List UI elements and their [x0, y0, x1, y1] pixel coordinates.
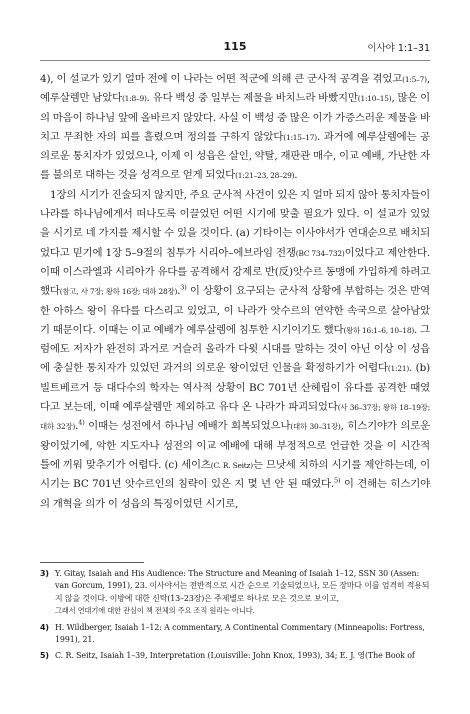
footnotes: [40, 568, 430, 667]
text-run: .: [75, 420, 79, 433]
header-rule: [40, 60, 430, 61]
text-run: . 그럼에도 저자가 완전히 과거로 거슬러 올라가 다윗 시대를 말하는 것이 아닌 이상 이 성읍에 충실한 통치자가 있었던 과거의 의로운 왕이었던 인물을 확정하기가 어렵다: [40, 323, 430, 375]
text-run: . (b) 빌트베르거 등 대다수의 학자는 역사적 상황이 BC 701년 산헤립이 유다를 공격한 때였다고 보는데, 이때 예루살렘만 제외하고 유다 온 나라가 파괴되었다: [40, 362, 430, 414]
text-run: , 많은 이의 마음이 하나님 앞에 올바르지 않았다. 사실 이 백성 중 많은 이가 가증스러운 제물을 바치고 무죄한 자의 피를 흘렸으며 정의를 구하지 않았다: [40, 92, 431, 143]
footnote-3: [40, 568, 430, 618]
scripture-reference: (왕하 16:1–6, 10–18): [343, 325, 415, 335]
footnote-body: C. R. Seitz, Isaiah 1–39, Interpretation (Louisville: John Knox, 1993), 34; E. J. 영(The Book of: [55, 651, 415, 661]
scripture-reference: (1:5–7): [402, 75, 427, 84]
text-run: 이 견해는 히스기야의 개혁을 의가 이 성읍의 특징이었던 시기로,: [40, 478, 430, 510]
footnote-number: 4): [40, 622, 49, 632]
paragraph-1: [40, 70, 430, 186]
text-run: . 과거에 예루살렘에는 공의로운 통치자가 있었으나, 이제 이 성읍은 살인, 약탈, 재판관 매수, 이교 예배, 가난한 자를 불의로 대하는 것을 성격으로 얻게 되었다: [40, 130, 430, 182]
running-head: 이사야 1:1–31: [367, 43, 430, 54]
text-run: 4), 이 설교가 있기 얼마 전에 이 나라는 어떤 적군에 의해 큰 군사적 공격을 겪었고: [40, 73, 403, 85]
text-run: , 히스기야가 의로운 왕이었기에, 악한 지도자나 성전의 이교 예배에 대해 부정적으로 언급한 것을 이 시간적 틀에 끼워 맞추기가 어렵다. (c) 세이츠: [40, 420, 430, 471]
scripture-reference: (참고, 사 7장; 왕하 16장; 대하 28장): [59, 287, 178, 297]
footnote-number: 5): [40, 651, 49, 661]
page-number: 115: [223, 40, 247, 53]
footnote-marker[interactable]: 5): [334, 476, 341, 485]
text-run: 이 상황이 요구되는 군사적 상황에 부합하는 것은 반역한 아하스 왕이 유다를 다스리고 있었고, 이 나라가 앗수르의 연약한 속국으로 살아남았기 때문이다. 이때는 이교 예배가 예루살렘에 침투한 시기이기도 했다: [40, 285, 430, 336]
text-run: .: [294, 169, 298, 182]
paragraph-2: [40, 186, 430, 514]
footnote-body: Y. Gitay, Isaiah and His Audience: The Structure and Meaning of Isaiah 1–12, SSN 30 (Assen: van Gorcum, 1991), 23. 이사야서는 전반적으로 시간 순으로 기술되었으나, 모든 장마다 이를 엄격히 적용되지 않을 것이다. 이방에 대한 신탁(13–23장)은 주제별로 하나로 모은 것으로 보이고,: [55, 569, 430, 603]
author-name: (C. R. Seitz): [210, 460, 253, 470]
text-run: . 유다 백성 중 일부는 제물을 바치느라 바빴지만: [146, 92, 358, 105]
footnote-marker[interactable]: 3): [180, 283, 187, 292]
text-run: 이었다고 제안한다. 이때 이스라엘과 시리아가 유다를 공격해서 강제로 반(反)앗수르 동맹에 가입하게 하려고 했다: [40, 246, 430, 298]
text-run: 1장의 시기가 진술되지 않지만, 주요 군사적 사건이 있은 지 얼마 되지 않아 통치자들이 나라를 하나님에게서 떠나도록 이끌었던 어떤 시기에 맞출 필요가 있다. 이 설교가 있었을 시기로 네 가지를 제시할 수 있을 것이다. (a) 기타이는 이사야서가 연대순으로 배치되었다고 믿기에 1장 5–9절의 침투가 시리아–에브라임 전쟁: [40, 188, 431, 259]
date-reference: (BC 734–732): [295, 248, 345, 258]
scripture-reference: (1:8–9): [121, 94, 147, 104]
footnote-marker[interactable]: 4): [78, 418, 85, 427]
footnote-text: [55, 568, 430, 618]
scripture-reference: (사 36–37장; 왕하 18–19장; 대하 32장): [40, 403, 430, 432]
scripture-reference: (대하 30–31장): [290, 422, 341, 432]
text-run: 이때는 성전에서 하나님 예배가 회복되었으나: [84, 420, 291, 433]
page-header: [40, 40, 430, 58]
scripture-reference: (1:21): [387, 364, 410, 374]
body-text: [40, 70, 430, 514]
scripture-reference: (1:15–17): [283, 132, 317, 142]
footnote-body: H. Wildberger, Isaiah 1–12: A commentary, A Continental Commentary (Minneapolis: Fortress, 1991), 21.: [55, 622, 425, 645]
footnote-5: [40, 650, 430, 662]
footnote-4: [40, 622, 430, 647]
footnote-number: 3): [40, 569, 49, 578]
footnote-rule: [40, 562, 144, 563]
text-run: 는 므낫세 치하의 시기를 제안하는데, 이 시기는 BC 701년 앗수르인의 침략이 있은 지 몇 년 안 된 때였다.: [40, 458, 430, 491]
text-run: , 예루살렘만 남았다: [40, 73, 430, 105]
scripture-reference: (1:10–15): [357, 94, 392, 104]
text-run: .: [177, 285, 181, 298]
scripture-reference: (1:21–23, 28–29): [235, 171, 295, 181]
footnote-note: 그래서 연대기에 대한 관심이 책 전체의 주요 조직 원리는 아니다.: [55, 606, 255, 616]
